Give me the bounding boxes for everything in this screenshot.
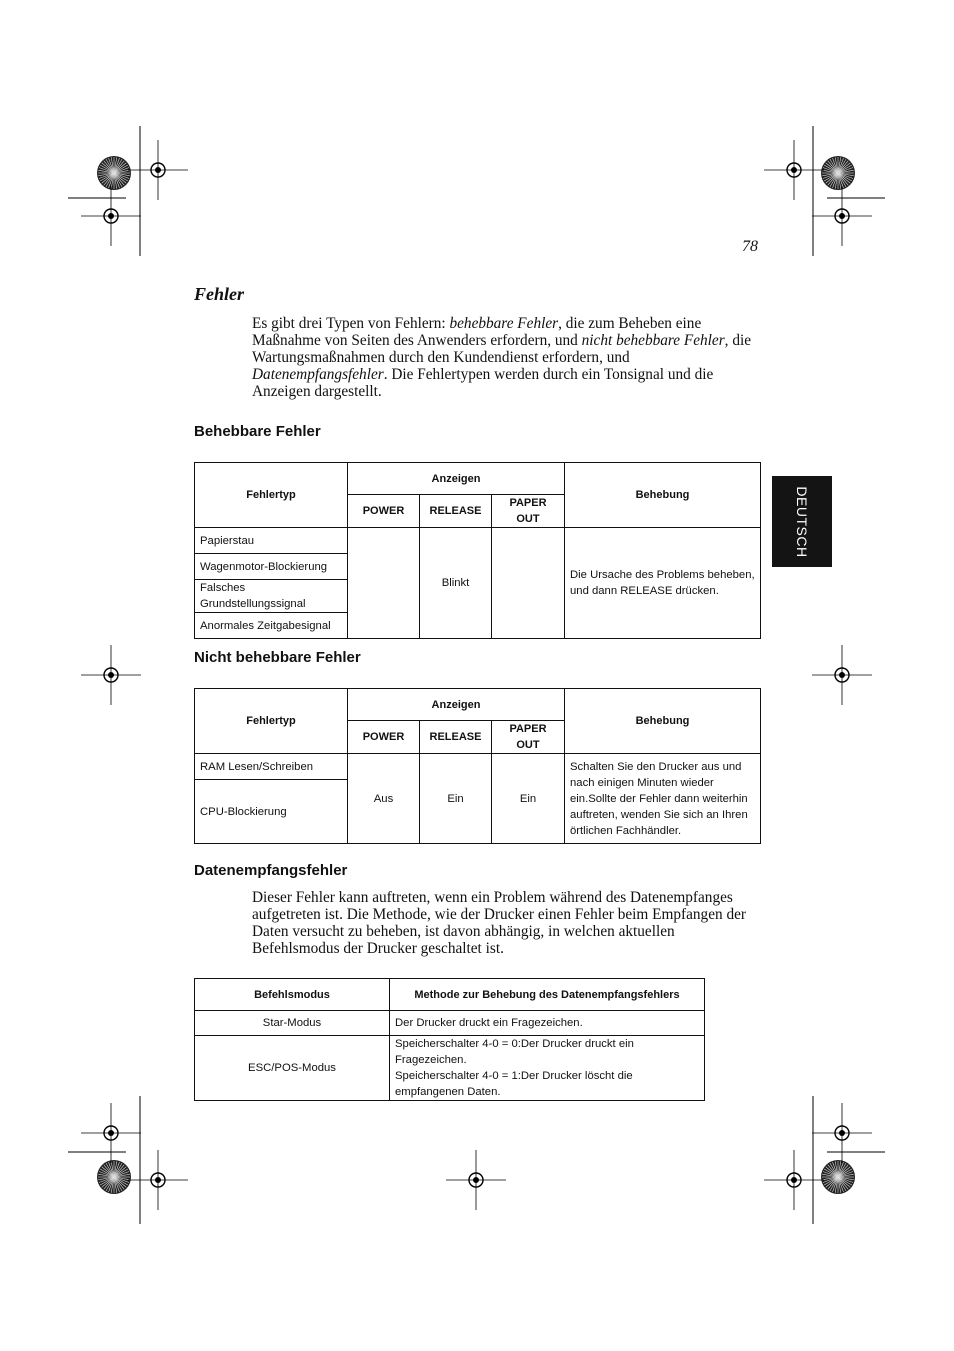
error-type-cell: CPU-Blockierung xyxy=(195,780,348,844)
section-title: Fehler xyxy=(194,284,245,304)
language-side-tab xyxy=(772,476,832,567)
command-mode-cell: Star-Modus xyxy=(195,1011,390,1036)
side-tab-label: DEUTSCH xyxy=(794,486,810,558)
recoverable-errors-table xyxy=(194,462,761,639)
recoverable-errors-heading: Behebbare Fehler xyxy=(194,423,321,440)
unrecoverable-errors-heading: Nicht behebbare Fehler xyxy=(194,649,361,666)
release-state-cell: Blinkt xyxy=(420,528,492,639)
col-header-error-type: Fehlertyp xyxy=(195,463,348,528)
col-header-indicators: Anzeigen xyxy=(348,689,565,721)
col-header-release: RELEASE xyxy=(420,495,492,528)
release-state-cell: Ein xyxy=(420,754,492,844)
error-type-cell: Wagenmotor-Blockierung xyxy=(195,554,348,580)
remedy-cell: Die Ursache des Problems beheben, und dann RELEASE drücken. xyxy=(565,528,761,639)
error-type-cell: RAM Lesen/Schreiben xyxy=(195,754,348,780)
receive-errors-heading: Datenempfangsfehler xyxy=(194,862,348,879)
col-header-power: POWER xyxy=(348,495,420,528)
col-header-method: Methode zur Behebung des Datenempfangsfehlers xyxy=(390,979,705,1011)
col-header-error-type: Fehlertyp xyxy=(195,689,348,754)
method-cell: Speicherschalter 4-0 = 0:Der Drucker druckt ein Fragezeichen. Speicherschalter 4-0 = 1:Der Drucker löscht die empfangenen Daten. xyxy=(390,1036,705,1101)
power-state-cell xyxy=(348,528,420,639)
method-cell: Der Drucker druckt ein Fragezeichen. xyxy=(390,1011,705,1036)
col-header-release: RELEASE xyxy=(420,721,492,754)
col-header-command-mode: Befehlsmodus xyxy=(195,979,390,1011)
page-number: 78 xyxy=(742,238,758,255)
receive-errors-paragraph: Dieser Fehler kann auftreten, wenn ein Problem während des Datenempfanges aufgetreten ist. Die Methode, wie der Drucker einen Fehler beim Empfangen der Daten versucht zu beheben, ist davon abhängig, in welchen aktuellen Befehlsmodus der Drucker geschaltet ist. xyxy=(252,889,746,957)
error-type-cell: Anormales Zeitgabesignal xyxy=(195,613,348,639)
unrecoverable-errors-table xyxy=(194,688,761,844)
receive-errors-table xyxy=(194,978,705,1101)
command-mode-cell: ESC/POS-Modus xyxy=(195,1036,390,1101)
paper-out-state-cell xyxy=(492,528,565,639)
col-header-remedy: Behebung xyxy=(565,463,761,528)
error-type-cell: Falsches Grundstellungssignal xyxy=(195,580,348,613)
error-type-cell: Papierstau xyxy=(195,528,348,554)
col-header-remedy: Behebung xyxy=(565,689,761,754)
col-header-indicators: Anzeigen xyxy=(348,463,565,495)
col-header-paper-out: PAPER OUT xyxy=(492,721,565,754)
intro-paragraph: Es gibt drei Typen von Fehlern: behebbare Fehler, die zum Beheben eine Maßnahme von Seiten des Anwenders erfordern, und nicht behebbare Fehler, die Wartungsmaßnahmen durch den Kundendienst erfordern, und Datenempfangsfehler. Die Fehlertypen werden durch ein Tonsignal und die Anzeigen dargestellt. xyxy=(252,315,752,400)
remedy-cell: Schalten Sie den Drucker aus und nach einigen Minuten wieder ein.Sollte der Fehler dann weiterhin auftreten, wenden Sie sich an Ihren örtlichen Fachhändler. xyxy=(565,754,761,844)
paper-out-state-cell: Ein xyxy=(492,754,565,844)
power-state-cell: Aus xyxy=(348,754,420,844)
col-header-power: POWER xyxy=(348,721,420,754)
col-header-paper-out: PAPER OUT xyxy=(492,495,565,528)
